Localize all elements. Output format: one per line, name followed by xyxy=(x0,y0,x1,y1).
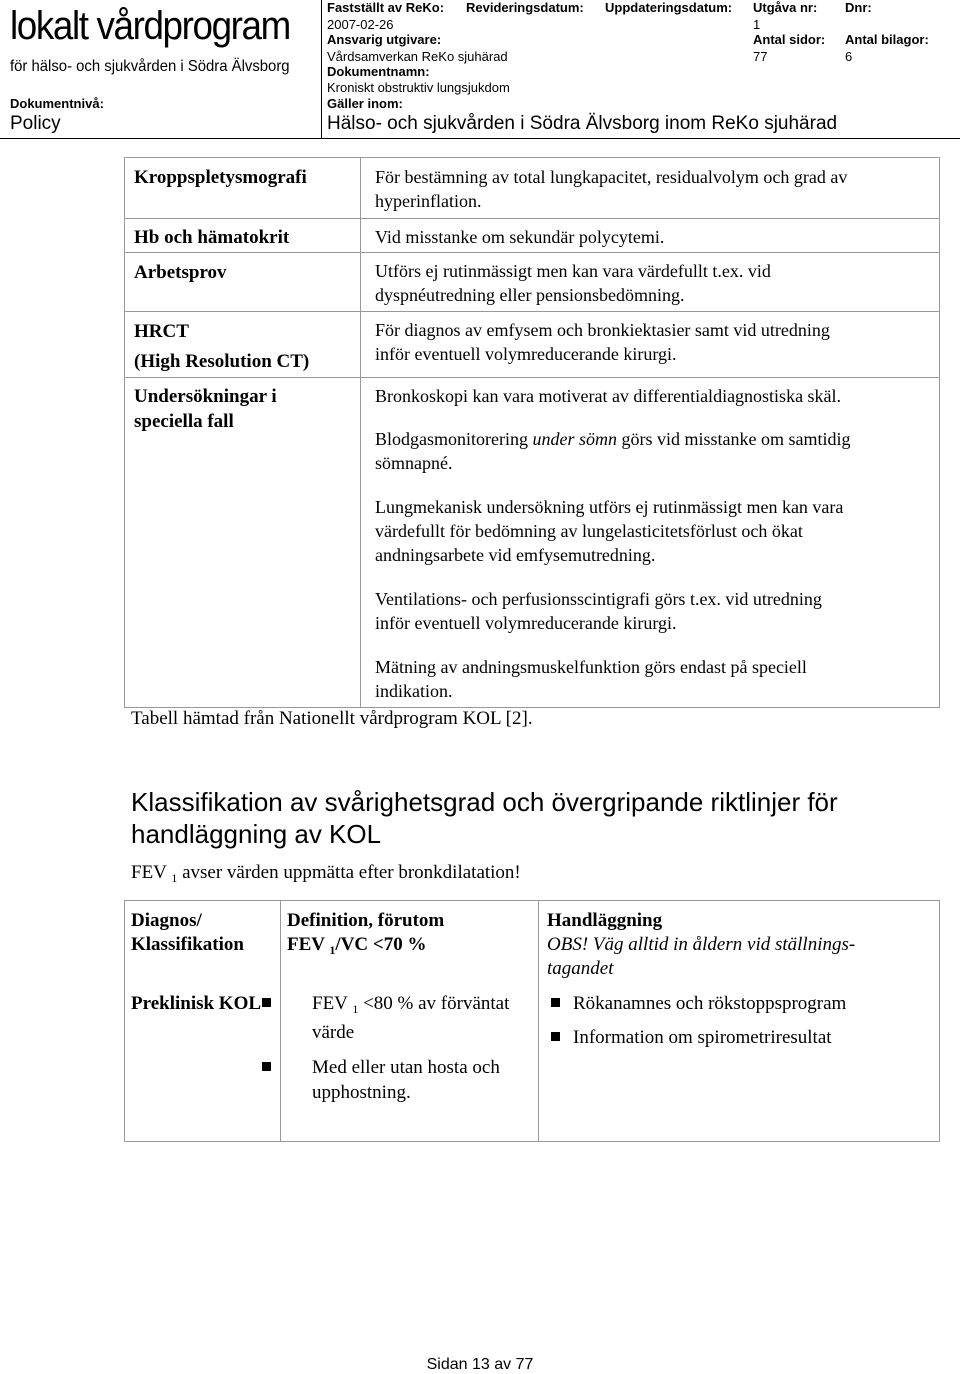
dokumentnamn-label: Dokumentnamn: xyxy=(327,64,430,79)
uppdatering-label: Uppdateringsdatum: xyxy=(605,0,733,15)
special-text: Blodgasmonitorering under sömn görs vid misstanke om samtidig xyxy=(375,429,851,449)
brand-title: lokalt vårdprogram xyxy=(10,4,290,48)
column-divider xyxy=(280,901,281,1141)
table-row-text: dyspnéutredning eller pensionsbedömning. xyxy=(375,285,685,305)
table-row-label: speciella fall xyxy=(134,411,234,432)
table-row-label: Arbetsprov xyxy=(134,262,227,283)
antal-sidor-label: Antal sidor: xyxy=(753,32,826,47)
dnr-label: Dnr: xyxy=(845,0,872,15)
table-row-text: Utförs ej rutinmässigt men kan vara värdefullt t.ex. vid xyxy=(375,261,771,281)
fev-note: FEV $_1$ avser värden uppmätta efter bronkdilatation! xyxy=(131,862,521,885)
table-column-divider xyxy=(360,157,361,708)
header-divider xyxy=(321,0,322,138)
table-row-label: Undersökningar i xyxy=(134,386,277,407)
header-rule xyxy=(0,138,960,139)
antal-sidor-value: 77 xyxy=(753,49,768,64)
table-row-text: För bestämning av total lungkapacitet, residualvolym och grad av xyxy=(375,167,848,187)
bullet-icon xyxy=(262,1062,271,1071)
special-text: sömnapné. xyxy=(375,453,453,473)
row-label-preklinisk: Preklinisk KOL xyxy=(131,993,262,1014)
bullet-icon xyxy=(551,1032,560,1041)
antal-bilagor-label: Antal bilagor: xyxy=(845,32,929,47)
table-row-text: För diagnos av emfysem och bronkiektasier samt vid utredning xyxy=(375,320,830,340)
faststallt-label: Fastställt av ReKo: xyxy=(327,0,445,15)
page-number: Sidan 13 av 77 xyxy=(426,1356,534,1373)
definition-item: Med eller utan hosta och xyxy=(312,1057,500,1078)
table-row-text: Vid misstanke om sekundär polycytemi. xyxy=(375,227,665,247)
row-divider xyxy=(124,252,940,253)
antal-bilagor-value: 6 xyxy=(845,49,853,64)
ansvarig-label: Ansvarig utgivare: xyxy=(327,32,442,47)
dokumentniva-value: Policy xyxy=(10,113,61,134)
table-caption: Tabell hämtad från Nationellt vårdprogram KOL [2]. xyxy=(131,708,533,729)
header-definition: Definition, förutom xyxy=(287,910,445,931)
header-obs-line3: tagandet xyxy=(547,958,614,979)
handlaggning-item: Rökanamnes och rökstoppsprogram xyxy=(573,993,847,1014)
header-fev-vc: FEV $_1$/VC <70 % xyxy=(287,934,427,957)
definition-item: FEV $_1$ <80 % av förväntat xyxy=(312,993,510,1016)
row-divider xyxy=(124,311,940,312)
header-klassifikation: Klassifikation xyxy=(131,934,244,955)
dokumentnamn-value: Kroniskt obstruktiv lungsjukdom xyxy=(327,80,510,95)
definition-item-cont: värde xyxy=(312,1022,355,1043)
column-divider xyxy=(538,901,539,1141)
special-text: indikation. xyxy=(375,681,453,701)
table-row-label: HRCT xyxy=(134,321,189,342)
special-text: Bronkoskopi kan vara motiverat av differentialdiagnostiska skäl. xyxy=(375,386,842,406)
table-row-text: inför eventuell volymreducerande kirurgi. xyxy=(375,344,677,364)
ansvarig-value: Vårdsamverkan ReKo sjuhärad xyxy=(327,49,508,64)
galler-label: Gäller inom: xyxy=(327,96,403,111)
header-handlaggning: Handläggning xyxy=(547,910,663,931)
faststallt-value: 2007-02-26 xyxy=(327,17,394,32)
utgava-value: 1 xyxy=(753,17,761,32)
table-row-label: (High Resolution CT) xyxy=(134,351,310,372)
special-text: Mätning av andningsmuskelfunktion görs endast på speciell xyxy=(375,657,807,677)
special-text: värdefullt för bedömning av lungelasticitetsförlust och ökat xyxy=(375,521,803,541)
classification-table xyxy=(124,900,940,1142)
special-text: Ventilations- och perfusionsscintigrafi görs t.ex. vid utredning xyxy=(375,589,822,609)
revidering-label: Revideringsdatum: xyxy=(466,0,584,15)
table-row-text: hyperinflation. xyxy=(375,191,482,211)
header-diagnos: Diagnos/ xyxy=(131,910,202,931)
galler-value: Hälso- och sjukvården i Södra Älvsborg inom ReKo sjuhärad xyxy=(327,113,838,134)
special-text: inför eventuell volymreducerande kirurgi. xyxy=(375,613,677,633)
special-text: Lungmekanisk undersökning utförs ej rutinmässigt men kan vara xyxy=(375,497,844,517)
brand-subtitle: för hälso- och sjukvården i Södra Älvsborg xyxy=(10,58,290,75)
definition-item-cont: upphostning. xyxy=(312,1082,411,1103)
table-row-label: Kroppspletysmografi xyxy=(134,167,307,188)
row-divider xyxy=(124,377,940,378)
dokumentniva-label: Dokumentnivå: xyxy=(10,96,104,111)
special-text: andningsarbete vid emfysemutredning. xyxy=(375,545,656,565)
handlaggning-item: Information om spirometriresultat xyxy=(573,1027,832,1048)
table-row-label: Hb och hämatokrit xyxy=(134,227,290,248)
row-divider xyxy=(124,218,940,219)
section-heading: Klassifikation av svårighetsgrad och övergripande riktlinjer för handläggning av KOL xyxy=(131,787,838,849)
utgava-label: Utgåva nr: xyxy=(753,0,818,15)
header-obs: OBS! Väg alltid in åldern vid ställnings- xyxy=(547,934,856,955)
bullet-icon xyxy=(551,998,560,1007)
bullet-icon xyxy=(262,998,271,1007)
